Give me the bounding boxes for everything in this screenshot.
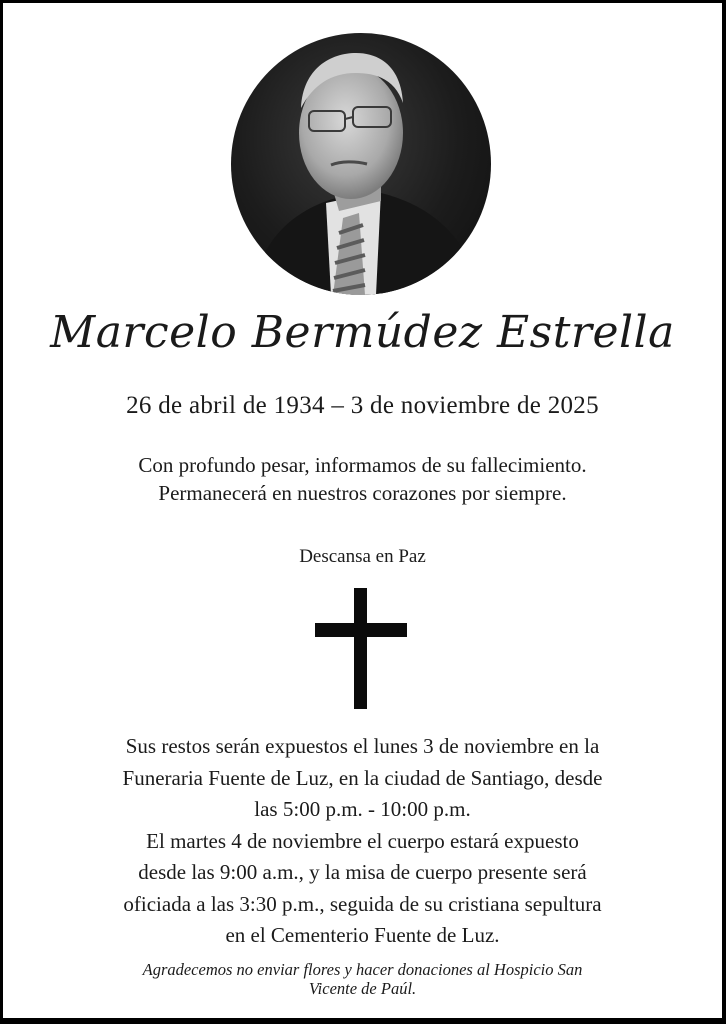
cross-vertical-bar bbox=[354, 588, 367, 709]
portrait-photo bbox=[231, 33, 491, 295]
obituary-card bbox=[3, 3, 722, 1018]
condolence-line: Permanecerá en nuestros corazones por siempre. bbox=[158, 481, 567, 505]
life-dates: 26 de abril de 1934 – 3 de noviembre de 2025 bbox=[126, 392, 599, 419]
cross-icon bbox=[315, 588, 407, 709]
rest-in-peace-label: Descansa en Paz bbox=[299, 546, 426, 567]
details-line: Funeraria Fuente de Luz, en la ciudad de Santiago, desde bbox=[122, 765, 603, 790]
details-line: en el Cementerio Fuente de Luz. bbox=[225, 923, 500, 947]
details-line: desde las 9:00 a.m., y la misa de cuerpo presente será bbox=[138, 860, 587, 884]
details-line: las 5:00 p.m. - 10:00 p.m. bbox=[254, 797, 471, 821]
details-line: oficiada a las 3:30 p.m., seguida de su cristiana sepultura bbox=[123, 891, 602, 916]
deceased-name: Marcelo Bermúdez Estrella bbox=[50, 307, 675, 358]
condolence-message bbox=[3, 451, 722, 507]
details-line: Sus restos serán expuestos el lunes 3 de noviembre en la bbox=[125, 734, 600, 758]
note-line: Agradecemos no enviar flores y hacer donaciones al Hospicio San bbox=[142, 960, 583, 979]
note-line: Vicente de Paúl. bbox=[308, 979, 417, 998]
service-details bbox=[3, 731, 722, 952]
condolence-line: Con profundo pesar, informamos de su fallecimiento. bbox=[138, 453, 587, 477]
portrait-silhouette-icon bbox=[231, 33, 491, 295]
details-line: El martes 4 de noviembre el cuerpo estará expuesto bbox=[146, 828, 579, 853]
donation-note bbox=[3, 960, 722, 998]
cross-horizontal-bar bbox=[315, 623, 407, 637]
